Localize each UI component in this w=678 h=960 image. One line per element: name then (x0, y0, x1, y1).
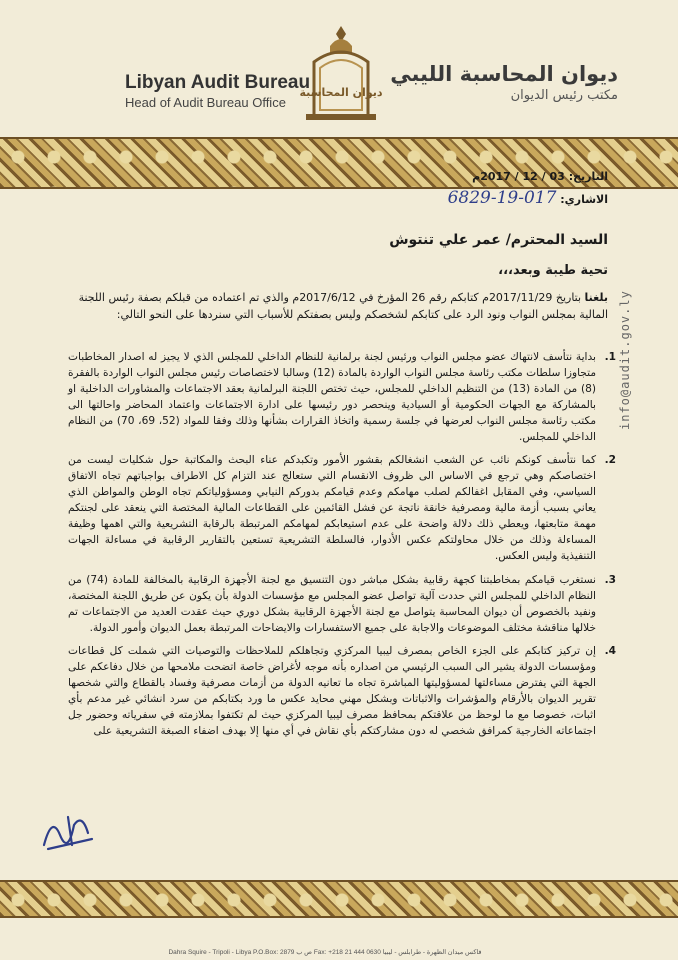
addressee: السيد المحترم/ عمر علي تنتوش (389, 232, 608, 248)
item-text: نستغرب قيامكم بمخاطبتنا كجهة رقابية بشكل مباشر دون التنسيق مع لجنة الأجهزة الرقابية بالمخالفة للمادة (74) من النظام الداخلي للمجلس التي حددت آلية تواصل عضو المجلس مع مؤسسات الدولة بأن يكون عن طريق اللجنة المختصة، ونفيد بالخصوص أن ديوان المحاسبة يتواصل مع لجنة الأجهزة الرقابية بشكل دوري حيث عقدت العديد من الاجتماعات تم خلالها مناقشة مختلف الموضوعات والاجابة على جميع الاستفسارات والايضاحات المرتبطة بعمل الديوان وأمور الدولة. (68, 573, 596, 634)
intro-paragraph (68, 290, 608, 323)
date-value: 03 / 12 / 2017م (472, 170, 565, 183)
date-label: التاريخ: (568, 170, 608, 183)
handwritten-signature (38, 805, 98, 855)
audit-bureau-logo (300, 24, 382, 122)
points-list (68, 350, 616, 748)
reference-label: الاشاري: (560, 193, 608, 206)
side-email: info@audit.gov.ly (618, 290, 632, 430)
arabic-subtitle: مكتب رئيس الديوان (510, 88, 618, 103)
item-number: 4. (604, 645, 616, 658)
greeting: تحية طيبة وبعد،،، (498, 263, 608, 278)
arabic-heading (390, 62, 618, 103)
item-number: 2. (604, 454, 616, 467)
item-text: إن تركيز كتابكم على الجزء الخاص بمصرف ليبيا المركزي وتجاهلكم للملاحظات والتوصيات التي شملت كل قطاعات ومؤسسات الدولة يشير الى السبب الرئيسي من اصداره بأنه موجه لأغراض خاصة اتضحت ملامحها من خلال دفاعكم على الجهة التي يفترض مساءلتها لمسؤوليتها المباشرة تجاه ما تعانيه الدولة من أزمات مصرفية وفساد بالقطاع والتي شخصها تقرير الديوان بالأرقام والمؤشرات والاثباتات وبشكل مهني محايد عكس ما ورد بكتابكم من سرد انشائي غير مدعم بأي اثبات، خصوصا مع ما لوحظ من علاقتكم بمحافظ مصرف ليبيا المركزي حيث لم تكتفوا بملازمته في سفرياته وحضور جل اجتماعاته الخارجية كمرافق شخصي له دون مشاركتكم بأي نقاش في أي منها إلا بهدف اضفاء الصبغة التشريعية على (68, 645, 596, 737)
logo-text: ديوان المحاسبة (300, 86, 382, 99)
english-heading (125, 72, 310, 110)
footer-address: Dahra Squire - Tripoli - Libya P.O.Box: 2879 ص ب Fax: +218 21 444 0630 فاكس ميدان الظهرة - طرابلس - ليبيا (168, 949, 482, 956)
english-subtitle: Head of Audit Bureau Office (125, 95, 286, 110)
letterhead (0, 0, 678, 137)
list-item (68, 453, 616, 564)
item-text: بداية نتأسف لانتهاك عضو مجلس النواب ورئيس لجنة برلمانية للنظام الداخلي للمجلس الذي لا يجيز له اصدار المخاطبات متجاوزا سلطات مكتب رئاسة مجلس النواب الواردة بالمادة (12) وسالبا لاختصاصات رئيس مجلس النواب الواردة بالفقرة (8) من المادة (13) من التنظيم الداخلي للمجلس، حيث تختص اللجنة البرلمانية بعقد الاجتماعات والمشاورات الداخلية او بالمشاركة مع الجهات الحكومية أو السيادية وينحصر دور رئيسها على ادارة الاجتماعات واعتماد المحاضر واحالتها الى مكتب رئاسة مجلس النواب لعرضها في جلسة رسمية واتخاذ القرارات بشأنها وذلك وفقا للمواد (52، 69، 70) من النظام الداخلي للمجلس. (68, 351, 597, 443)
list-item (68, 573, 616, 637)
arabic-title: ديوان المحاسبة الليبي (390, 62, 618, 86)
ornamental-border-bottom (0, 880, 678, 918)
item-number: 3. (604, 573, 616, 586)
item-number: 1. (604, 351, 616, 363)
item-text: كما نتأسف كونكم نائب عن الشعب انشغالكم بقشور الأمور وتكبدكم عناء البحث والمكاتبة حول شكليات ليست من اختصاصكم وهي ترجع في الاساس الى ظروف الانقسام التي ستعالج عند التزام كل الاطراف بواجباتهم تجاه الاتفاق السياسي، وفي المقابل اغفالكم لصلب مهامكم وعدم قيامكم بدوركم النيابي ومسؤولياتكم تجاه الوطن والمواطن الذي يعاني بسبب أزمة مالية ومصرفية خانقة ناتجة عن فشل القائمين على القطاعات المالية المختصة التي ينعقد على لجنتكم مهمة متابعتها، ويعطي ذلك دلالة واضحة على عدم استيعابكم لمهامكم المرتبطة بالرقابة التشريعية والتي اهمها وظيفة المساءلة وذلك من خلال محاولتكم عكس الأدوار، فالسلطة التشريعية تستعين بالتقارير الرقابية في مساءلة الجهات التنفيذية وليس العكس. (68, 454, 596, 562)
reference-line (448, 188, 608, 208)
english-title: Libyan Audit Bureau (125, 72, 311, 93)
intro-text: بتاريخ 2017/11/29م كتابكم رقم 26 المؤرخ في 2017/6/12م والذي تم اعتماده من قبلكم بصفة رئيس اللجنة المالية بمجلس النواب ونود الرد على كتابكم لشخصكم وليس بصفتكم للأسباب التي سنردها على النحو التالي: (78, 291, 608, 321)
intro-lead-word: بلغنا (584, 291, 608, 304)
reference-number: 6829-19-017 (447, 188, 557, 208)
list-item (68, 350, 616, 445)
list-item (68, 644, 616, 739)
date-line (472, 170, 608, 183)
